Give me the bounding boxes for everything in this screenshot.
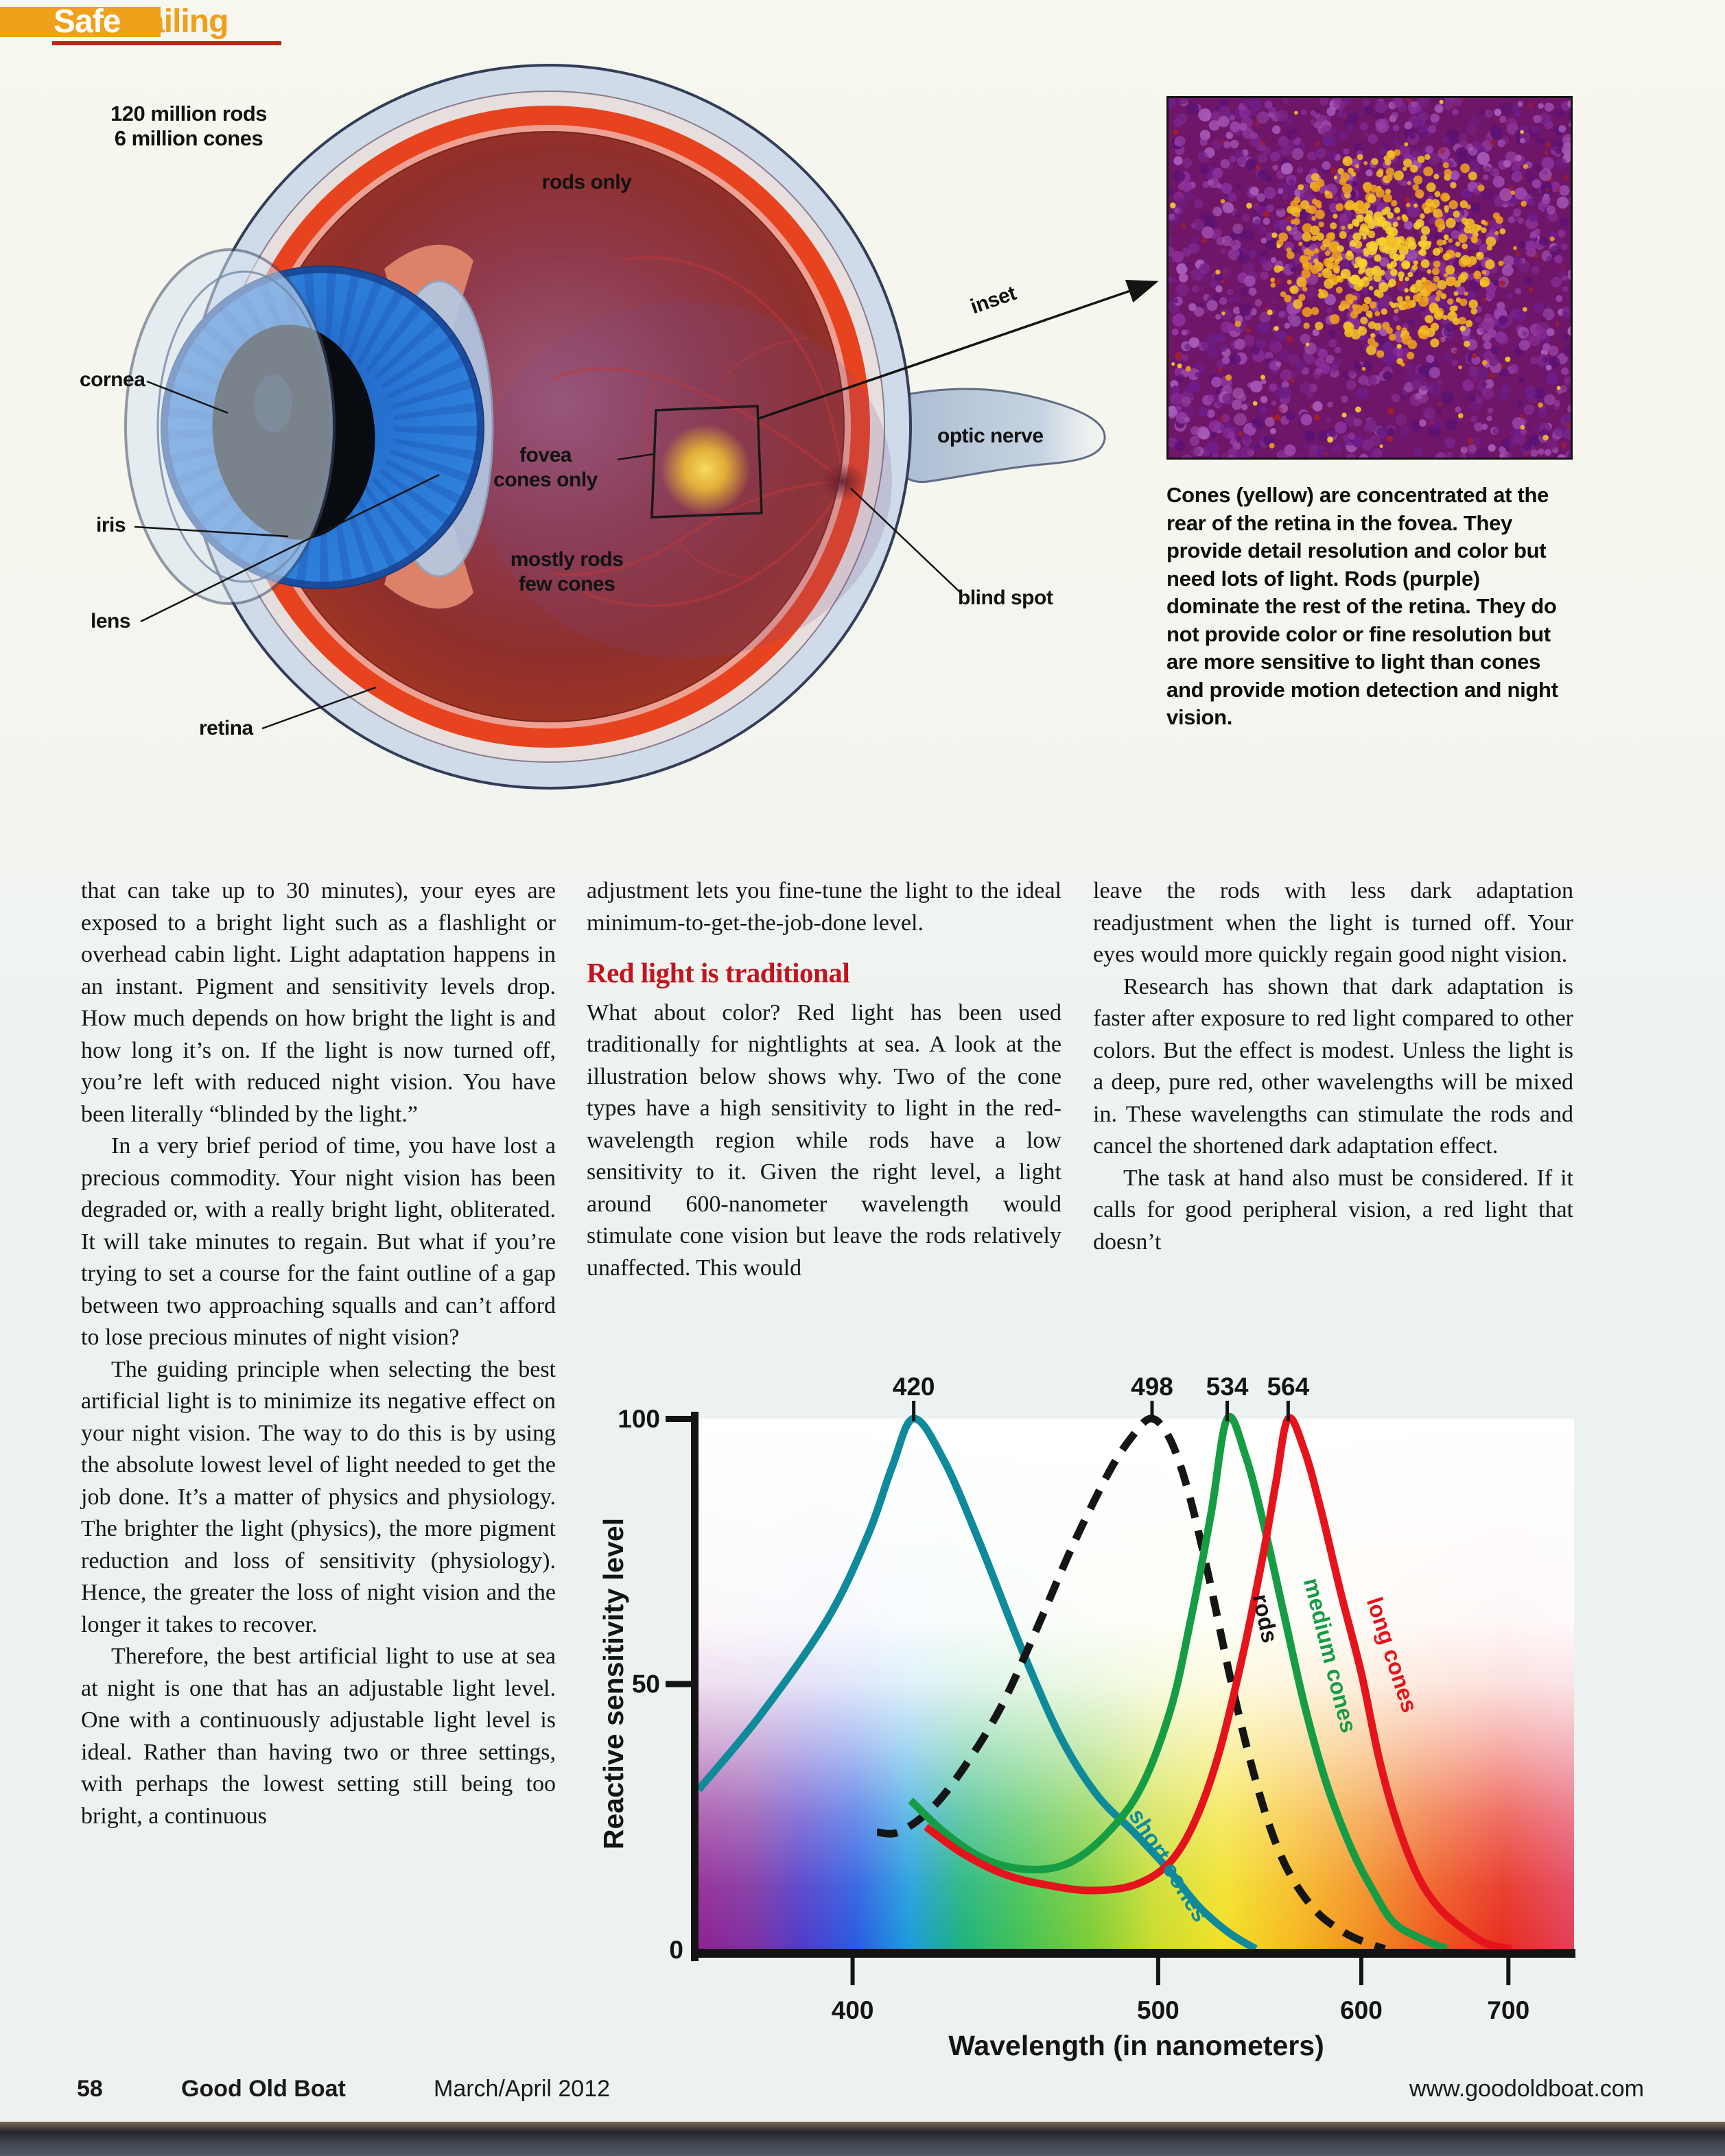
retina-inset-image — [1166, 96, 1573, 460]
chart-text: 600 — [1340, 1996, 1383, 2024]
y-axis — [691, 1412, 699, 1961]
peak-label-534: 534 — [1206, 1373, 1249, 1401]
peak-label-564: 564 — [1267, 1373, 1310, 1401]
label-lens: lens — [91, 610, 131, 632]
label-mostly-rods-line2: few cones — [518, 573, 615, 595]
paragraph: In a very brief period of time, you have lost a precious commodity. Your night vision has been degraded or, with a really bright light, obliterated. It will take minutes to regain. But what if you’re trying to set a course for the faint outline of a gap between two approaching squalls and can’t afford to lose precious minutes of night vision? — [81, 1133, 556, 1350]
label-cone-count: 6 million cones — [114, 126, 263, 150]
page-number: 58 — [77, 2076, 103, 2102]
chart-text: 400 — [831, 1996, 874, 2024]
paragraph: leave the rods with less dark adaptation readjustment when the light is turned off. Your eyes would more quickly regain good night vision. — [1093, 878, 1573, 967]
magazine-name: Good Old Boat — [181, 2076, 346, 2102]
label-mostly-rods-line1: mostly rods — [510, 548, 624, 571]
curve-label-short-cones: short cones — [1124, 1803, 1214, 1927]
paragraph: The guiding principle when selecting the best artificial light is to minimize its negative effect on your night vision. The way to do this is by using the absolute lowest level of light needed to get the job done. It’s a matter of physics and physiology. The brighter the light (physics), the more pigment reduction and loss of sensitivity (physiology). Hence, the greater the loss of night vision and the longer it takes to recover. — [81, 1356, 556, 1637]
curve-label-long-cones: long cones — [1361, 1594, 1423, 1716]
page-footer — [0, 2076, 1725, 2111]
inset-svg — [1169, 98, 1573, 460]
curve-label-rods: rods — [1247, 1591, 1283, 1646]
label-blind-spot: blind spot — [958, 587, 1053, 609]
fovea-spot — [660, 424, 751, 514]
peak-label-420: 420 — [892, 1373, 935, 1401]
paragraph: that can take up to 30 minutes), your eyes are exposed to a bright light such as a flashlight or overhead cabin light. Light adaptation happens in an instant. Pigment and sensitivity levels drop. How much depends on how bright the light is and how long it’s on. If the light is now turned off, you’re left with reduced night vision. You have been literally “blinded by the light.” — [81, 878, 556, 1127]
article-column-3 — [1093, 875, 1573, 1258]
article-column-1 — [81, 875, 556, 1832]
masthead-word-safe: Safe — [54, 3, 121, 40]
x-axis-label: Wavelength (in nanometers) — [948, 2030, 1324, 2061]
inset-caption: Cones (yellow) are concentrated at the rear of the retina in the fovea. They provide detail resolution and color but need lots of light. Rods (purple) dominate the rest of the retina. They do not provide color or fine resolution but are more sensitive to light than cones and provide motion detection and night vision. — [1166, 483, 1558, 729]
x-axis — [691, 1949, 1575, 1958]
label-rods-only: rods only — [541, 171, 632, 193]
paragraph: Research has shown that dark adaptation is faster after exposure to red light compared to other colors. But the effect is modest. Unless the light is a deep, pure red, other wavelengths will be mixed in. These wavelengths can stimulate the rods and cancel the shortened dark adaptation effect. — [1093, 973, 1573, 1159]
chart-text: 700 — [1487, 1996, 1530, 2024]
label-fovea — [477, 443, 614, 493]
website-url: www.goodoldboat.com — [1409, 2076, 1644, 2102]
chart-svg — [583, 1365, 1585, 2072]
article-column-2 — [587, 875, 1061, 1284]
masthead-word-sailing: sailing — [128, 3, 228, 40]
label-retina: retina — [199, 717, 253, 739]
sensitivity-chart — [583, 1365, 1585, 2072]
label-inset: inset — [967, 281, 1019, 319]
label-mostly-rods — [484, 547, 649, 597]
label-iris: iris — [96, 514, 126, 536]
paragraph: What about color? Red light has been used traditionally for nightlights at sea. A look at the illustration below shows why. Two of the cone types have a high sensitivity to light in the red-wavelength region while rods have a low sensitivity to it. Given the right level, a light around 600-nanometer wavelength would stimulate cone vision but leave the rods relatively unaffected. This would — [587, 999, 1061, 1281]
label-fovea-line1: fovea — [519, 444, 572, 466]
paragraph: The task at hand also must be considered. If it calls for good peripheral vision, a red light that doesn’t — [1093, 1165, 1573, 1255]
paragraph: Therefore, the best artificial light to use at sea at night is one that has an adjustable light level. One with a continuously adjustable light level is ideal. Rather than having two or three settings, with perhaps the lowest setting still being too bright, a continuous — [81, 1644, 556, 1829]
chart-text: 50 — [631, 1670, 660, 1698]
paragraph: adjustment lets you fine-tune the light to the ideal minimum-to-get-the-job-done level. — [587, 878, 1061, 936]
label-cornea: cornea — [80, 368, 145, 391]
chart-text: 0 — [669, 1936, 683, 1964]
peak-label-498: 498 — [1131, 1373, 1173, 1401]
page-bottom-edge — [0, 2122, 1725, 2156]
label-rod-count: 120 million rods — [110, 102, 267, 126]
curve-label-medium-cones: medium cones — [1298, 1575, 1362, 1736]
issue-date: March/April 2012 — [434, 2076, 611, 2102]
label-rod-cone-counts — [75, 102, 302, 151]
label-fovea-line2: cones only — [493, 469, 598, 491]
section-heading: Red light is traditional — [587, 957, 850, 988]
chart-text: 500 — [1137, 1996, 1180, 2024]
label-optic-nerve: optic nerve — [937, 425, 1044, 447]
chart-text: 100 — [618, 1405, 660, 1433]
y-axis-label: Reactive sensitivity level — [598, 1517, 629, 1850]
